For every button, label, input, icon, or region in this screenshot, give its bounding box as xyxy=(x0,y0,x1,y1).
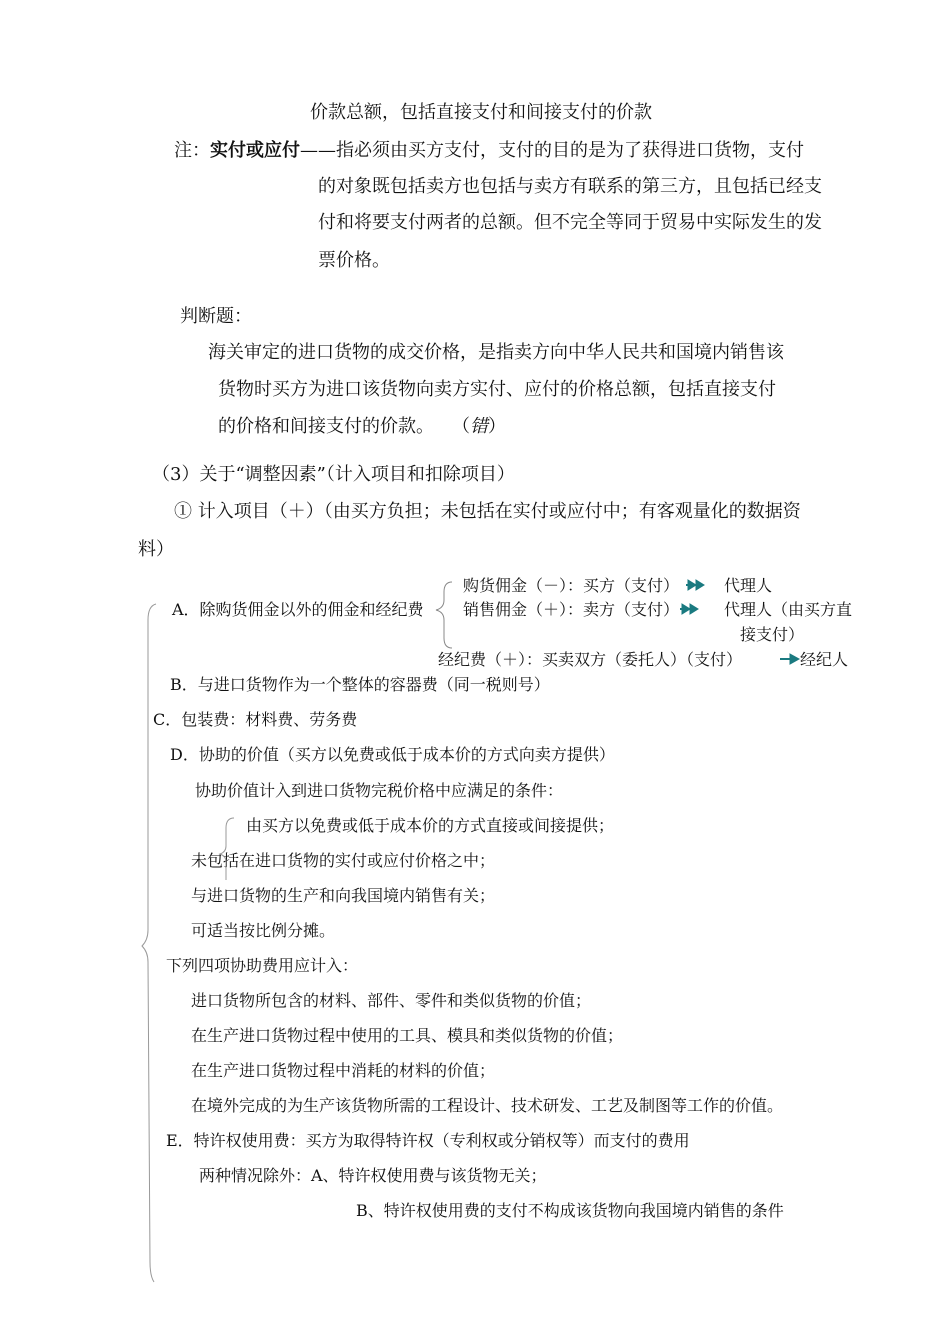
judge-question-line-1: 海关审定的进口货物的成交价格，是指卖方向中华人民共和国境内销售该 xyxy=(208,342,784,363)
items-left-brace xyxy=(142,604,156,1282)
buy-arrow-icon xyxy=(686,580,704,590)
note-term: 实付或应付 xyxy=(210,140,300,161)
item-d-condition-2: 未包括在进口货物的实付或应付价格之中； xyxy=(191,851,496,870)
buy-commission: 购货佣金（－）：买方（支付） xyxy=(463,576,680,595)
item-e-exception-2: B、特许权使用费的支付不构成该货物向我国境内销售的条件 xyxy=(356,1201,784,1220)
answer-close: ） xyxy=(488,416,506,437)
item-d-conditions-title: 协助价值计入到进口货物完税价格中应满足的条件： xyxy=(195,781,564,800)
section-3-title: （3）关于“调整因素”（计入项目和扣除项目） xyxy=(152,464,515,485)
judge-heading: 判断题： xyxy=(180,306,252,327)
broker-fee: 经纪费（＋）：买卖双方（委托人）（支付） xyxy=(438,650,743,669)
item-d-four-3: 在生产进口货物过程中消耗的材料的价值； xyxy=(191,1061,496,1080)
sell-commission-target-1: 代理人（由买方直 xyxy=(724,600,853,619)
judge-question-text-3: 的价格和间接支付的价款。 xyxy=(218,416,434,437)
sell-commission: 销售佣金（＋）：卖方（支付） xyxy=(463,600,680,619)
item-d-condition-1: 由买方以免费或低于成本价的方式直接或间接提供； xyxy=(246,816,615,835)
buy-commission-target: 代理人 xyxy=(724,576,773,595)
item-d-four-1: 进口货物所包含的材料、部件、零件和类似货物的价值； xyxy=(191,991,592,1010)
item-d: D．协助的价值（买方以免费或低于成本价的方式向卖方提供） xyxy=(170,745,615,764)
item-d-four-2: 在生产进口货物过程中使用的工具、模具和类似货物的价值； xyxy=(191,1026,624,1045)
sell-commission-target-2: 接支付） xyxy=(740,625,805,644)
answer-open: （ xyxy=(452,416,470,437)
sell-arrow-icon xyxy=(680,604,698,614)
judge-question-line-2: 货物时买方为进口该货物向卖方实付、应付的价格总额，包括直接支付 xyxy=(218,379,776,400)
note-text-1: ——指必须由买方支付，支付的目的是为了获得进口货物，支付 xyxy=(300,140,804,161)
broker-arrow-icon xyxy=(780,654,799,664)
item-c: C．包装费：材料费、劳务费 xyxy=(153,710,358,729)
note-line-2: 的对象既包括卖方也包括与卖方有联系的第三方，且包括已经支 xyxy=(318,176,822,197)
item-d-condition-4: 可适当按比例分摊。 xyxy=(191,921,336,940)
item-e-exception-1: 两种情况除外：A、特许权使用费与该货物无关； xyxy=(199,1166,547,1185)
item-b: B．与进口货物作为一个整体的容器费（同一税则号） xyxy=(170,675,550,694)
item-a-label: A．除购货佣金以外的佣金和经纪费 xyxy=(172,600,424,619)
note-prefix: 注： xyxy=(174,140,210,161)
item-e: E．特许权使用费：买方为取得特许权（专利权或分销权等）而支付的费用 xyxy=(166,1131,690,1150)
item-d-condition-3: 与进口货物的生产和向我国境内销售有关； xyxy=(191,886,496,905)
note-line-3: 付和将要支付两者的总额。但不完全等同于贸易中实际发生的发 xyxy=(318,212,822,233)
broker-fee-target: 经纪人 xyxy=(800,650,849,669)
item-d-four-4: 在境外完成的为生产该货物所需的工程设计、技术研发、工艺及制图等工作的价值。 xyxy=(191,1096,784,1115)
item-d-four-title: 下列四项协助费用应计入： xyxy=(166,956,359,975)
intro-line: 价款总额，包括直接支付和间接支付的价款 xyxy=(310,102,652,123)
commission-brace xyxy=(436,582,452,648)
judge-answer: 错 xyxy=(470,416,488,437)
conditions-brace xyxy=(220,818,234,880)
item-1-line-2: 料） xyxy=(138,539,174,560)
item-1-line-1: ① 计入项目（＋）（由买方负担；未包括在实付或应付中；有客观量化的数据资 xyxy=(174,501,801,522)
note-line-4: 票价格。 xyxy=(318,250,390,271)
